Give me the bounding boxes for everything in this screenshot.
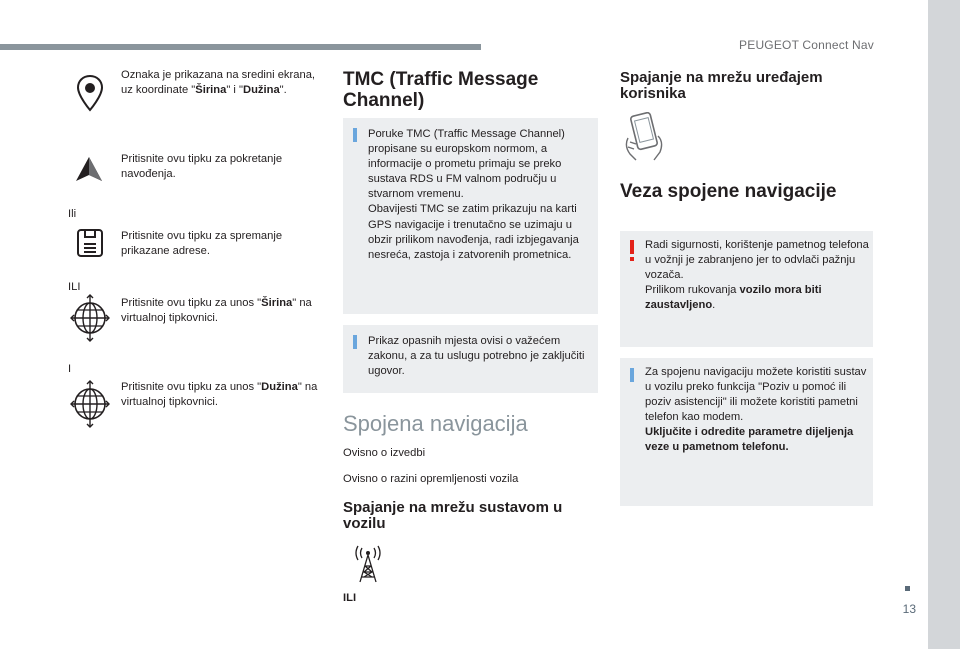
page-marker bbox=[905, 586, 910, 591]
or-label: Ili bbox=[68, 208, 77, 220]
antenna-tower-icon bbox=[352, 545, 384, 583]
warning-box bbox=[620, 231, 873, 347]
save-icon bbox=[76, 228, 104, 258]
info-icon bbox=[353, 335, 357, 349]
warning-text: Radi sigurnosti, korištenje pametnog telefona u vožnji je zabranjeno jer to odvlači pažnju vozača. Prilikom rukovanja vozilo mora biti zaustavljeno. bbox=[645, 239, 869, 312]
info-icon bbox=[353, 128, 357, 142]
side-strip bbox=[928, 0, 960, 649]
globe-icon bbox=[70, 380, 110, 428]
version-note: Ovisno o izvedbi bbox=[343, 447, 426, 459]
tmc-heading: TMC (Traffic Message Channel) bbox=[343, 69, 539, 111]
tmc-info-text: Poruke TMC (Traffic Message Channel) propisane su europskom normom, a informacije o prometu primaju se preko sustava RDS u FM valnom području u stvarnom vremenu. Obavijesti TMC se zatim prikazuju na karti GPS navigacije i trenutačno se uzimaju u obzir prilikom navođenja, radi izbjegavanja nesreća, zastoja i zatvorenih prometnica. bbox=[368, 128, 579, 261]
danger-info-text: Prikaz opasnih mjesta ovisi o važećem zakonu, a za tu uslugu potrebno je zaključiti ugovor. bbox=[368, 335, 585, 378]
or-label: ILI bbox=[343, 592, 357, 604]
longitude-input-description: Pritisnite ovu tipku za unos "Dužina" na virtualnoj tipkovnici. bbox=[121, 381, 318, 408]
and-label: I bbox=[68, 363, 72, 375]
top-rule bbox=[0, 44, 481, 50]
warning-icon bbox=[630, 240, 634, 254]
info-icon bbox=[630, 368, 634, 382]
start-navigation-description: Pritisnite ovu tipku za pokretanje navođenja. bbox=[121, 153, 283, 180]
section-heading: Spojena navigacija bbox=[343, 411, 528, 436]
header-title: PEUGEOT Connect Nav bbox=[739, 38, 874, 52]
pin-description: Oznaka je prikazana na sredini ekrana, uz koordinate "Širina" i "Dužina". bbox=[121, 69, 316, 96]
connection-info-box bbox=[620, 358, 873, 506]
smartphone-hand-icon bbox=[620, 112, 666, 162]
page-number: 13 bbox=[902, 602, 916, 616]
user-device-heading: Spajanje na mrežu uređajem korisnika bbox=[620, 69, 823, 102]
map-pin-icon bbox=[76, 74, 104, 112]
equipment-note: Ovisno o razini opremljenosti vozila bbox=[343, 473, 519, 485]
connection-info-text: Za spojenu navigaciju možete koristiti sustav u vozilu preko funkcija "Poziv u pomoć ili poziv asistenciji" ili možete koristiti pametni telefon kao modem. Uključite i odredite parametre dijeljenja veze u pametnom telefonu. bbox=[645, 366, 867, 454]
tmc-info-box bbox=[343, 118, 598, 314]
vehicle-system-heading: Spajanje na mrežu sustavom u vozilu bbox=[343, 499, 563, 532]
connection-heading: Veza spojene navigacije bbox=[620, 181, 837, 202]
latitude-input-description: Pritisnite ovu tipku za unos "Širina" na virtualnoj tipkovnici. bbox=[121, 297, 312, 324]
or-label: ILI bbox=[68, 281, 81, 293]
save-address-description: Pritisnite ovu tipku za spremanje prikazane adrese. bbox=[121, 230, 283, 257]
globe-icon bbox=[70, 294, 110, 342]
danger-info-box bbox=[343, 325, 598, 393]
navigation-arrow-icon bbox=[74, 155, 104, 183]
